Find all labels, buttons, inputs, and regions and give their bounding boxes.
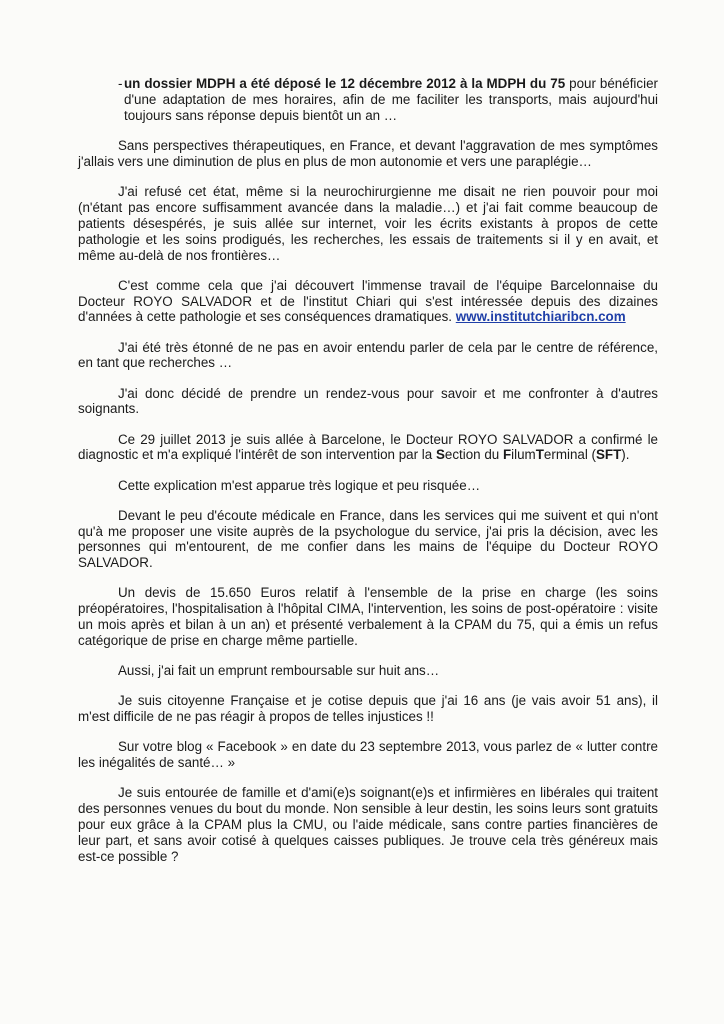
bold-letter-f: F <box>502 447 512 463</box>
paragraph-7: Cette explication m'est apparue très logique et peu risquée… <box>118 477 481 493</box>
institute-link[interactable]: www.institutchiaribcn.com <box>455 309 626 325</box>
bullet-text <box>124 76 658 124</box>
paragraph-2: J'ai refusé cet état, même si la neurochirurgienne me disait ne rien pouvoir pour moi (n'étant pas encore suffisamment avancée dans la maladie…) et j'ai fait comme beaucoup de patients désespérés, je suis allée sur internet, voir les écrits existants à propos de cette pathologie et les soins prodigués, les recherches, les essais de traitements si il y en avait, et même au-delà de nos frontières… <box>78 183 658 263</box>
filum-word-rest: ilum <box>511 447 536 463</box>
paragraph-12: Sur votre blog « Facebook » en date du 23 septembre 2013, vous parlez de « lutter contre les inégalités de santé… » <box>78 739 658 771</box>
paragraph-6 <box>78 432 658 464</box>
bullet-rest-text: pour bénéficier d'une adaptation de mes horaires, afin de me faciliter les transports, mais aujourd'hui toujours sans réponse depuis bientôt un an … <box>124 76 658 123</box>
paragraph-6-end: ). <box>621 447 630 463</box>
paragraph-9: Un devis de 15.650 Euros relatif à l'ensemble de la prise en charge (les soins préopératoires, l'hospitalisation à l'hôpital CIMA, l'intervention, les soins de post-opératoire : visite un mois après et bilan à un an) et présenté verbalement à la CPAM du 75, qui a émis un refus catégorique de prise en charge même partielle. <box>78 585 658 649</box>
paragraph-1: Sans perspectives thérapeutiques, en France, et devant l'aggravation de mes symptômes j'allais vers une diminution de plus en plus de mon autonomie et vers une paraplégie… <box>78 137 658 169</box>
paragraph-3 <box>78 278 658 326</box>
paragraph-10: Aussi, j'ai fait un emprunt remboursable sur huit ans… <box>118 663 440 679</box>
paragraph-6-text: Ce 29 juillet 2013 je suis allée à Barcelone, le Docteur ROYO SALVADOR a confirmé le diagnostic et m'a expliqué l'intérêt de son intervention par la <box>78 431 658 463</box>
paragraph-4: J'ai été très étonné de ne pas en avoir entendu parler de cela par le centre de référence, en tant que recherches … <box>78 339 658 371</box>
bullet-item <box>78 76 658 124</box>
paragraph-8: Devant le peu d'écoute médicale en France, dans les services qui me suivent et qui n'ont qu'à me proposer une visite auprès de la psychologue du service, j'ai pris la décision, avec les personnes qui m'entourent, de me confier dans les mains de l'équipe du Docteur ROYO SALVADOR. <box>78 507 658 571</box>
bold-letter-s: S <box>435 447 445 463</box>
paragraph-11: Je suis citoyenne Française et je cotise depuis que j'ai 16 ans (je vais avoir 51 ans), il m'est difficile de ne pas réagir à propos de telles injustices !! <box>78 693 658 725</box>
section-word-rest: ection du <box>444 447 503 463</box>
letter-body <box>78 76 658 879</box>
terminal-word-rest: erminal ( <box>543 447 596 463</box>
paragraph-13: Je suis entourée de famille et d'ami(e)s soignant(e)s et infirmières en libérales qui traitent des personnes venues du bout du monde. Non sensible à leur destin, les soins leurs sont gratuits pour eux grâce à la CPAM plus la CMU, ou l'aide médicale, sans contre parties financières de leur part, et sans avoir cotisé à quelques caisses publiques. Je trouve cela très généreux mais est-ce possible ? <box>78 785 658 864</box>
sft-abbreviation: SFT <box>596 447 622 463</box>
paragraph-5: J'ai donc décidé de prendre un rendez-vous pour savoir et me confronter à d'autres soignants. <box>78 385 658 417</box>
bullet-dash: - <box>118 76 123 91</box>
paragraph-3-text: C'est comme cela que j'ai découvert l'immense travail de l'équipe Barcelonnaise du Docteur ROYO SALVADOR et de l'institut Chiari qui s'est intéressée depuis des dizaines d'années à cette pathologie et ses conséquences dramatiques. <box>78 277 658 325</box>
bold-letter-t: T <box>535 447 544 463</box>
bullet-bold-text: un dossier MDPH a été déposé le 12 décembre 2012 à la MDPH du 75 <box>124 76 566 91</box>
